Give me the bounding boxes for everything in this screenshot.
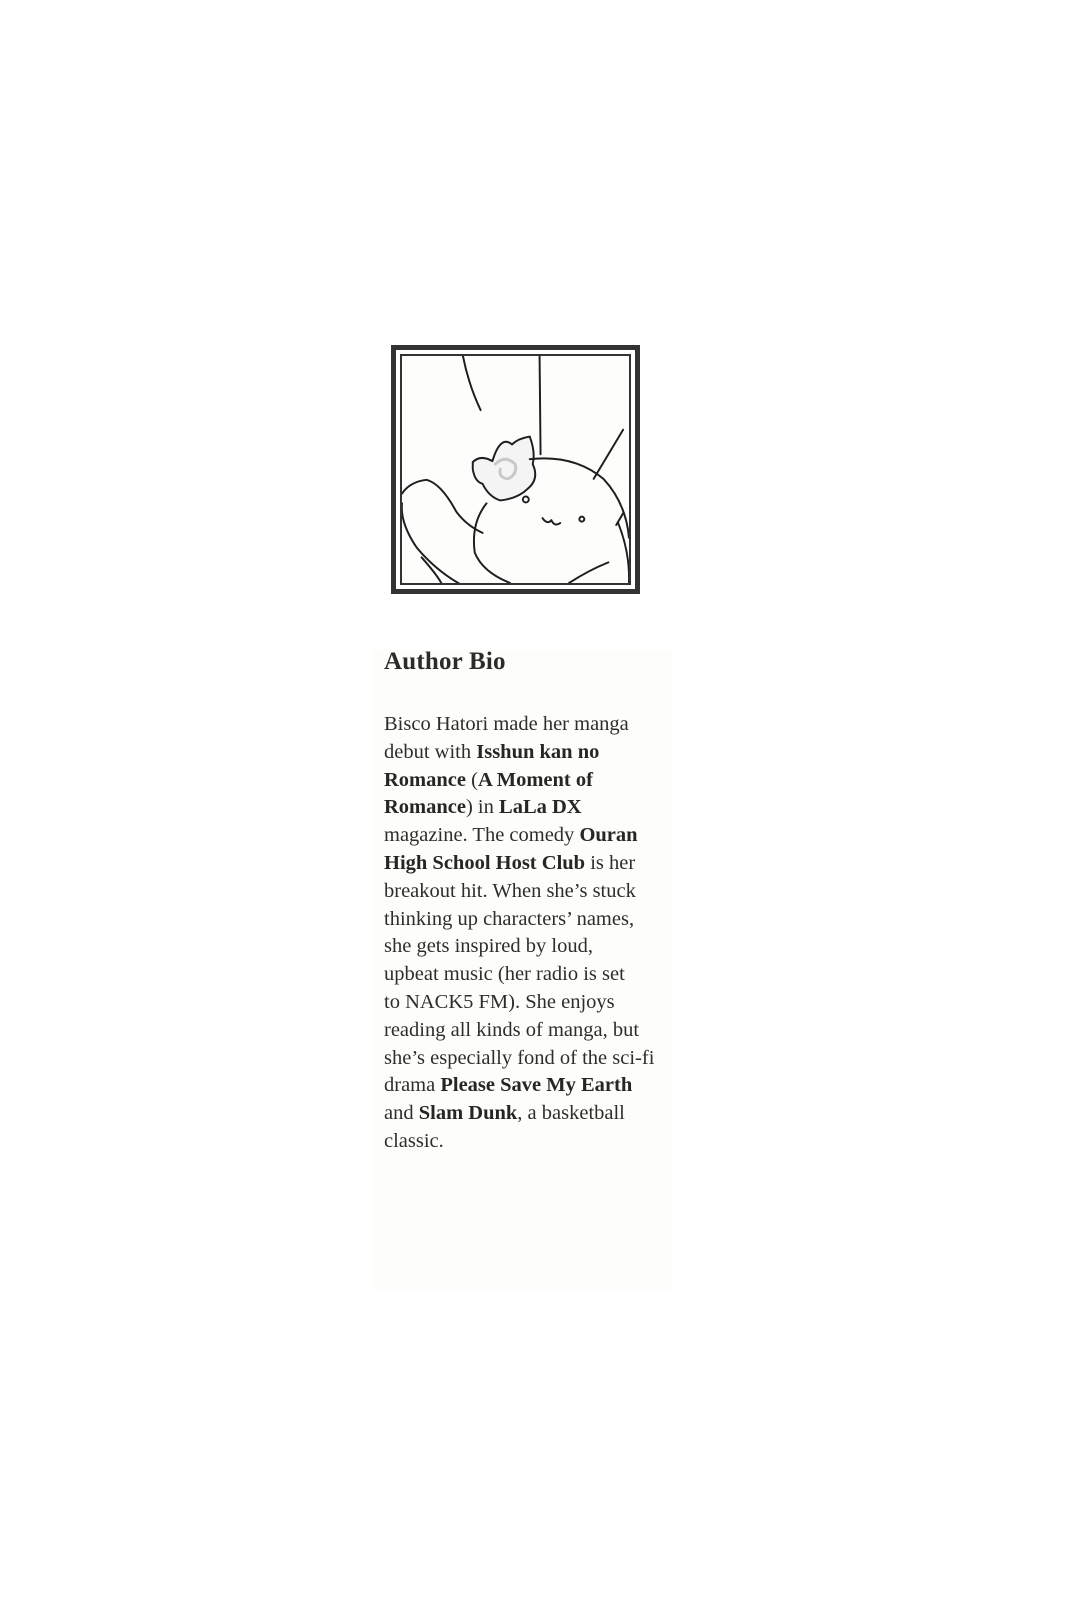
author-bio-heading: Author Bio: [384, 648, 506, 675]
bio-line: [384, 961, 684, 989]
bio-text-run: ) in: [465, 796, 500, 819]
bio-text-run: is her: [585, 851, 636, 874]
bio-title-emphasis: Slam Dunk: [418, 1102, 518, 1125]
bio-line: [384, 822, 684, 850]
bio-line: [384, 739, 684, 767]
bio-line: [384, 1100, 684, 1128]
bio-line: [384, 1045, 684, 1073]
bio-text-run: reading all kinds of manga, but: [384, 1018, 640, 1041]
bio-text-run: upbeat music (her radio is set: [384, 963, 625, 986]
bio-title-emphasis: A Moment of: [477, 768, 593, 791]
bio-title-emphasis: High School Host Club: [384, 851, 586, 874]
bio-title-emphasis: Romance: [384, 796, 466, 819]
bio-line: [384, 1128, 684, 1156]
bio-text-run: (: [465, 768, 478, 791]
bio-title-emphasis: LaLa DX: [499, 796, 582, 819]
bio-text-run: she gets inspired by loud,: [384, 935, 593, 958]
bio-text-run: Bisco Hatori made her manga: [384, 713, 629, 735]
bio-line: [384, 767, 684, 795]
bio-text-run: breakout hit. When she’s stuck: [384, 879, 636, 902]
bio-line: [384, 711, 684, 739]
bio-text-run: and: [384, 1102, 419, 1125]
bio-line: [384, 933, 684, 961]
bio-text-run: debut with: [384, 740, 477, 763]
bio-text-run: drama: [384, 1074, 441, 1097]
bio-title-emphasis: Ouran: [579, 824, 638, 847]
bio-line: [384, 1072, 684, 1100]
bio-text-run: thinking up characters’ names,: [384, 907, 635, 930]
bio-text-run: , a basketball: [517, 1102, 625, 1125]
bio-text-run: to NACK5 FM). She enjoys: [384, 990, 615, 1013]
bio-line: [384, 906, 684, 934]
author-portrait: [400, 354, 631, 585]
bio-line: [384, 850, 684, 878]
bio-line: [384, 878, 684, 906]
author-bio-text: [384, 711, 684, 1156]
bio-text-run: she’s especially fond of the sci-fi: [384, 1046, 655, 1069]
bio-title-emphasis: Isshun kan no: [476, 740, 600, 763]
bio-text-run: classic.: [384, 1129, 444, 1152]
bio-title-emphasis: Please Save My Earth: [440, 1074, 633, 1097]
bio-title-emphasis: Romance: [384, 768, 466, 791]
bio-line: [384, 794, 684, 822]
bio-line: [384, 989, 684, 1017]
bio-text-run: magazine. The comedy: [384, 824, 580, 847]
bio-line: [384, 1017, 684, 1045]
author-portrait-illustration-icon: [402, 356, 629, 583]
author-portrait-frame: [391, 345, 640, 594]
